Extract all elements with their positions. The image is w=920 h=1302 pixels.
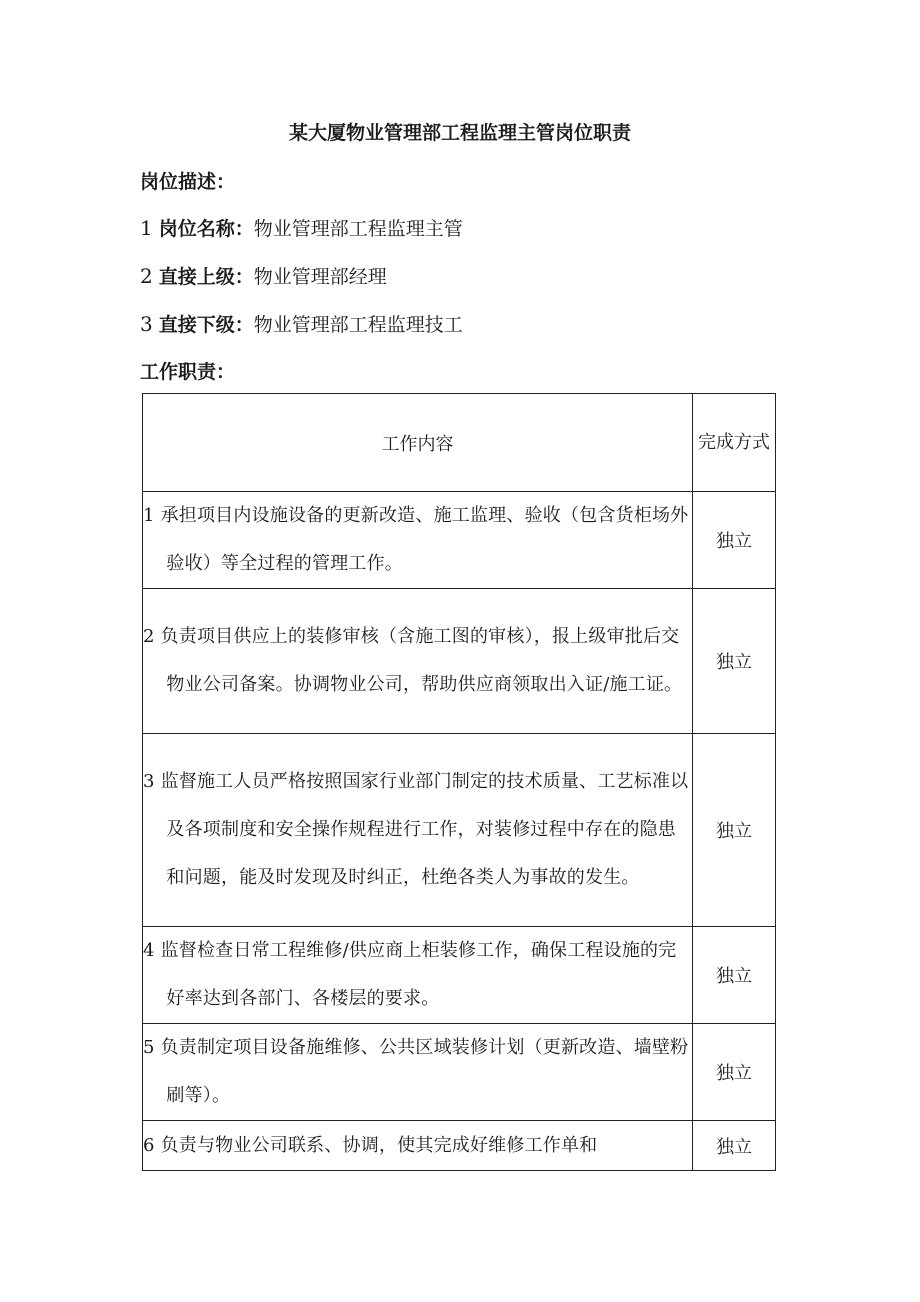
table-header-row bbox=[143, 394, 776, 492]
page-title: 某大厦物业管理部工程监理主管岗位职责 bbox=[288, 122, 631, 144]
row-mode: 独立 bbox=[693, 734, 776, 927]
field-number: 1 bbox=[140, 216, 153, 240]
row-content: 2 负责项目供应上的装修审核（含施工图的审核），报上级审批后交物业公司备案。协调物业公司，帮助供应商领取出入证/施工证。 bbox=[143, 626, 683, 695]
description-heading-text: 岗位描述： bbox=[140, 171, 236, 193]
row-mode: 独立 bbox=[693, 589, 776, 734]
row-mode: 独立 bbox=[693, 927, 776, 1024]
field-direct-superior bbox=[140, 264, 387, 289]
header-work-content: 工作内容 bbox=[143, 394, 693, 492]
field-label: 直接下级： bbox=[158, 314, 254, 336]
field-value: 物业管理部经理 bbox=[253, 266, 387, 288]
field-label: 直接上级： bbox=[158, 266, 254, 288]
row-content: 5 负责制定项目设备施维修、公共区域装修计划（更新改造、墙壁粉刷等）。 bbox=[143, 1037, 689, 1106]
table-row bbox=[143, 1121, 776, 1171]
row-content: 3 监督施工人员严格按照国家行业部门制定的技术质量、工艺标准以及各项制度和安全操作规程进行工作，对装修过程中存在的隐患和问题，能及时发现及时纠正，杜绝各类人为事故的发生。 bbox=[143, 771, 689, 888]
field-value: 物业管理部工程监理技工 bbox=[253, 314, 463, 336]
table-row bbox=[143, 1024, 776, 1121]
duties-heading-text: 工作职责： bbox=[140, 361, 236, 383]
table-row bbox=[143, 927, 776, 1024]
row-mode: 独立 bbox=[693, 492, 776, 589]
header-completion-mode: 完成方式 bbox=[693, 394, 776, 492]
row-content: 6 负责与物业公司联系、协调，使其完成好维修工作单和 bbox=[143, 1134, 598, 1156]
row-content: 4 监督检查日常工程维修/供应商上柜装修工作，确保工程设施的完好率达到各部门、各楼层的要求。 bbox=[143, 940, 677, 1009]
row-mode: 独立 bbox=[693, 1024, 776, 1121]
field-value: 物业管理部工程监理主管 bbox=[253, 218, 463, 240]
table-row bbox=[143, 734, 776, 927]
field-direct-subordinate bbox=[140, 312, 463, 337]
duties-table bbox=[142, 393, 776, 1171]
field-label: 岗位名称： bbox=[158, 218, 254, 240]
field-number: 3 bbox=[140, 312, 153, 336]
duties-heading bbox=[140, 360, 235, 384]
row-mode: 独立 bbox=[693, 1121, 776, 1171]
field-position-name bbox=[140, 216, 463, 241]
table-row bbox=[143, 589, 776, 734]
table-row bbox=[143, 492, 776, 589]
field-number: 2 bbox=[140, 264, 153, 288]
description-heading bbox=[140, 170, 235, 194]
row-content: 1 承担项目内设施设备的更新改造、施工监理、验收（包含货柜场外验收）等全过程的管理工作。 bbox=[143, 505, 689, 574]
